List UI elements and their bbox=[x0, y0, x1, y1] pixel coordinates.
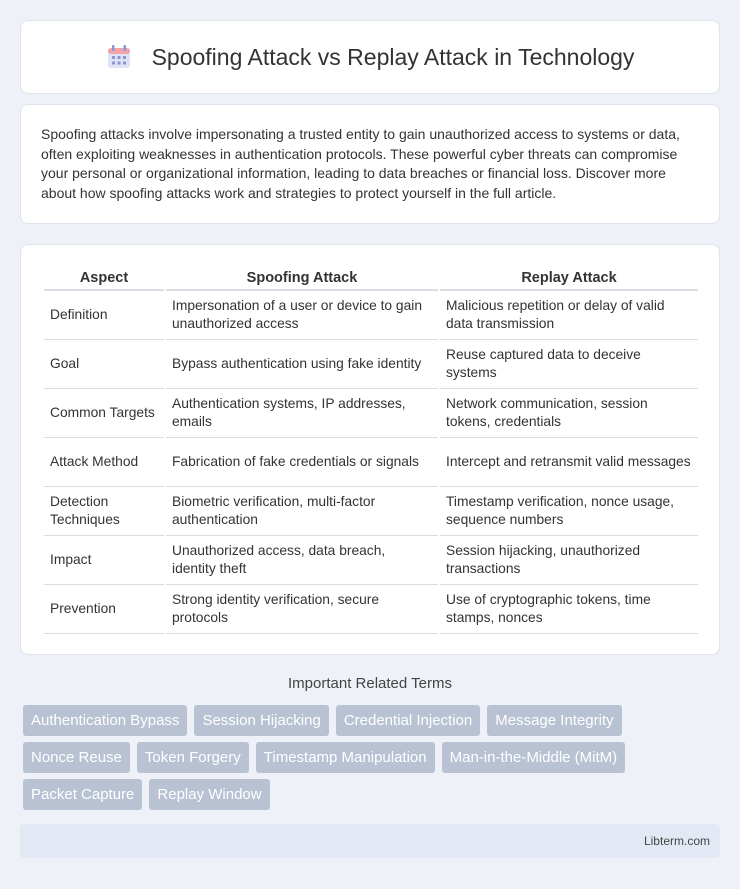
row-spoofing: Unauthorized access, data breach, identity theft bbox=[166, 536, 438, 585]
tag-row bbox=[23, 779, 723, 810]
tag-credential-injection[interactable]: Credential Injection bbox=[336, 705, 480, 736]
footer bbox=[20, 824, 720, 858]
table-row bbox=[44, 291, 698, 340]
table-row bbox=[44, 487, 698, 536]
tag-session-hijacking[interactable]: Session Hijacking bbox=[194, 705, 328, 736]
row-aspect: Definition bbox=[44, 291, 164, 340]
intro-text: Spoofing attacks involve impersonating a trusted entity to gain unauthorized access to systems or data, often exploiting weaknesses in authentication protocols. These powerful cyber threats can compromise your personal or organizational information, leading to data breaches or financial loss. Discover more about how spoofing attacks work and strategies to protect yourself in the full article. bbox=[41, 126, 680, 201]
tag-nonce-reuse[interactable]: Nonce Reuse bbox=[23, 742, 130, 773]
comparison-card bbox=[20, 244, 720, 655]
table-row bbox=[44, 340, 698, 389]
row-spoofing: Fabrication of fake credentials or signals bbox=[166, 438, 438, 487]
tag-row bbox=[23, 742, 723, 773]
tag-row bbox=[23, 705, 723, 736]
row-spoofing: Bypass authentication using fake identity bbox=[166, 340, 438, 389]
row-replay: Intercept and retransmit valid messages bbox=[440, 438, 698, 487]
row-spoofing: Impersonation of a user or device to gain unauthorized access bbox=[166, 291, 438, 340]
footer-site-link[interactable]: Libterm.com bbox=[643, 834, 710, 848]
table-row bbox=[44, 536, 698, 585]
tag-authentication-bypass[interactable]: Authentication Bypass bbox=[23, 705, 187, 736]
related-terms bbox=[23, 705, 723, 816]
row-spoofing: Authentication systems, IP addresses, emails bbox=[166, 389, 438, 438]
row-aspect: Goal bbox=[44, 340, 164, 389]
header-aspect: Aspect bbox=[44, 263, 164, 291]
tag-man-in-the-middle[interactable]: Man-in-the-Middle (MitM) bbox=[442, 742, 626, 773]
row-aspect: Impact bbox=[44, 536, 164, 585]
intro-card bbox=[20, 104, 720, 224]
tag-message-integrity[interactable]: Message Integrity bbox=[487, 705, 621, 736]
row-aspect: Prevention bbox=[44, 585, 164, 634]
calendar-grid-icon bbox=[106, 44, 132, 70]
row-spoofing: Strong identity verification, secure protocols bbox=[166, 585, 438, 634]
tag-replay-window[interactable]: Replay Window bbox=[149, 779, 269, 810]
row-aspect: Attack Method bbox=[44, 438, 164, 487]
related-terms-title: Important Related Terms bbox=[288, 675, 452, 692]
header-replay: Replay Attack bbox=[440, 263, 698, 291]
page-title: Spoofing Attack vs Replay Attack in Technology bbox=[151, 43, 635, 70]
row-replay: Timestamp verification, nonce usage, sequence numbers bbox=[440, 487, 698, 536]
table-row bbox=[44, 438, 698, 487]
row-replay: Use of cryptographic tokens, time stamps, nonces bbox=[440, 585, 698, 634]
row-replay: Network communication, session tokens, credentials bbox=[440, 389, 698, 438]
row-replay: Session hijacking, unauthorized transactions bbox=[440, 536, 698, 585]
row-replay: Malicious repetition or delay of valid data transmission bbox=[440, 291, 698, 340]
table-row bbox=[44, 389, 698, 438]
tag-timestamp-manipulation[interactable]: Timestamp Manipulation bbox=[256, 742, 435, 773]
table-row bbox=[44, 585, 698, 634]
title-card bbox=[20, 20, 720, 94]
row-spoofing: Biometric verification, multi-factor authentication bbox=[166, 487, 438, 536]
tag-packet-capture[interactable]: Packet Capture bbox=[23, 779, 142, 810]
row-aspect: Common Targets bbox=[44, 389, 164, 438]
row-aspect: Detection Techniques bbox=[44, 487, 164, 536]
comparison-table bbox=[42, 263, 700, 634]
tag-token-forgery[interactable]: Token Forgery bbox=[137, 742, 249, 773]
header-spoofing: Spoofing Attack bbox=[166, 263, 438, 291]
row-replay: Reuse captured data to deceive systems bbox=[440, 340, 698, 389]
table-header-row bbox=[44, 263, 698, 291]
